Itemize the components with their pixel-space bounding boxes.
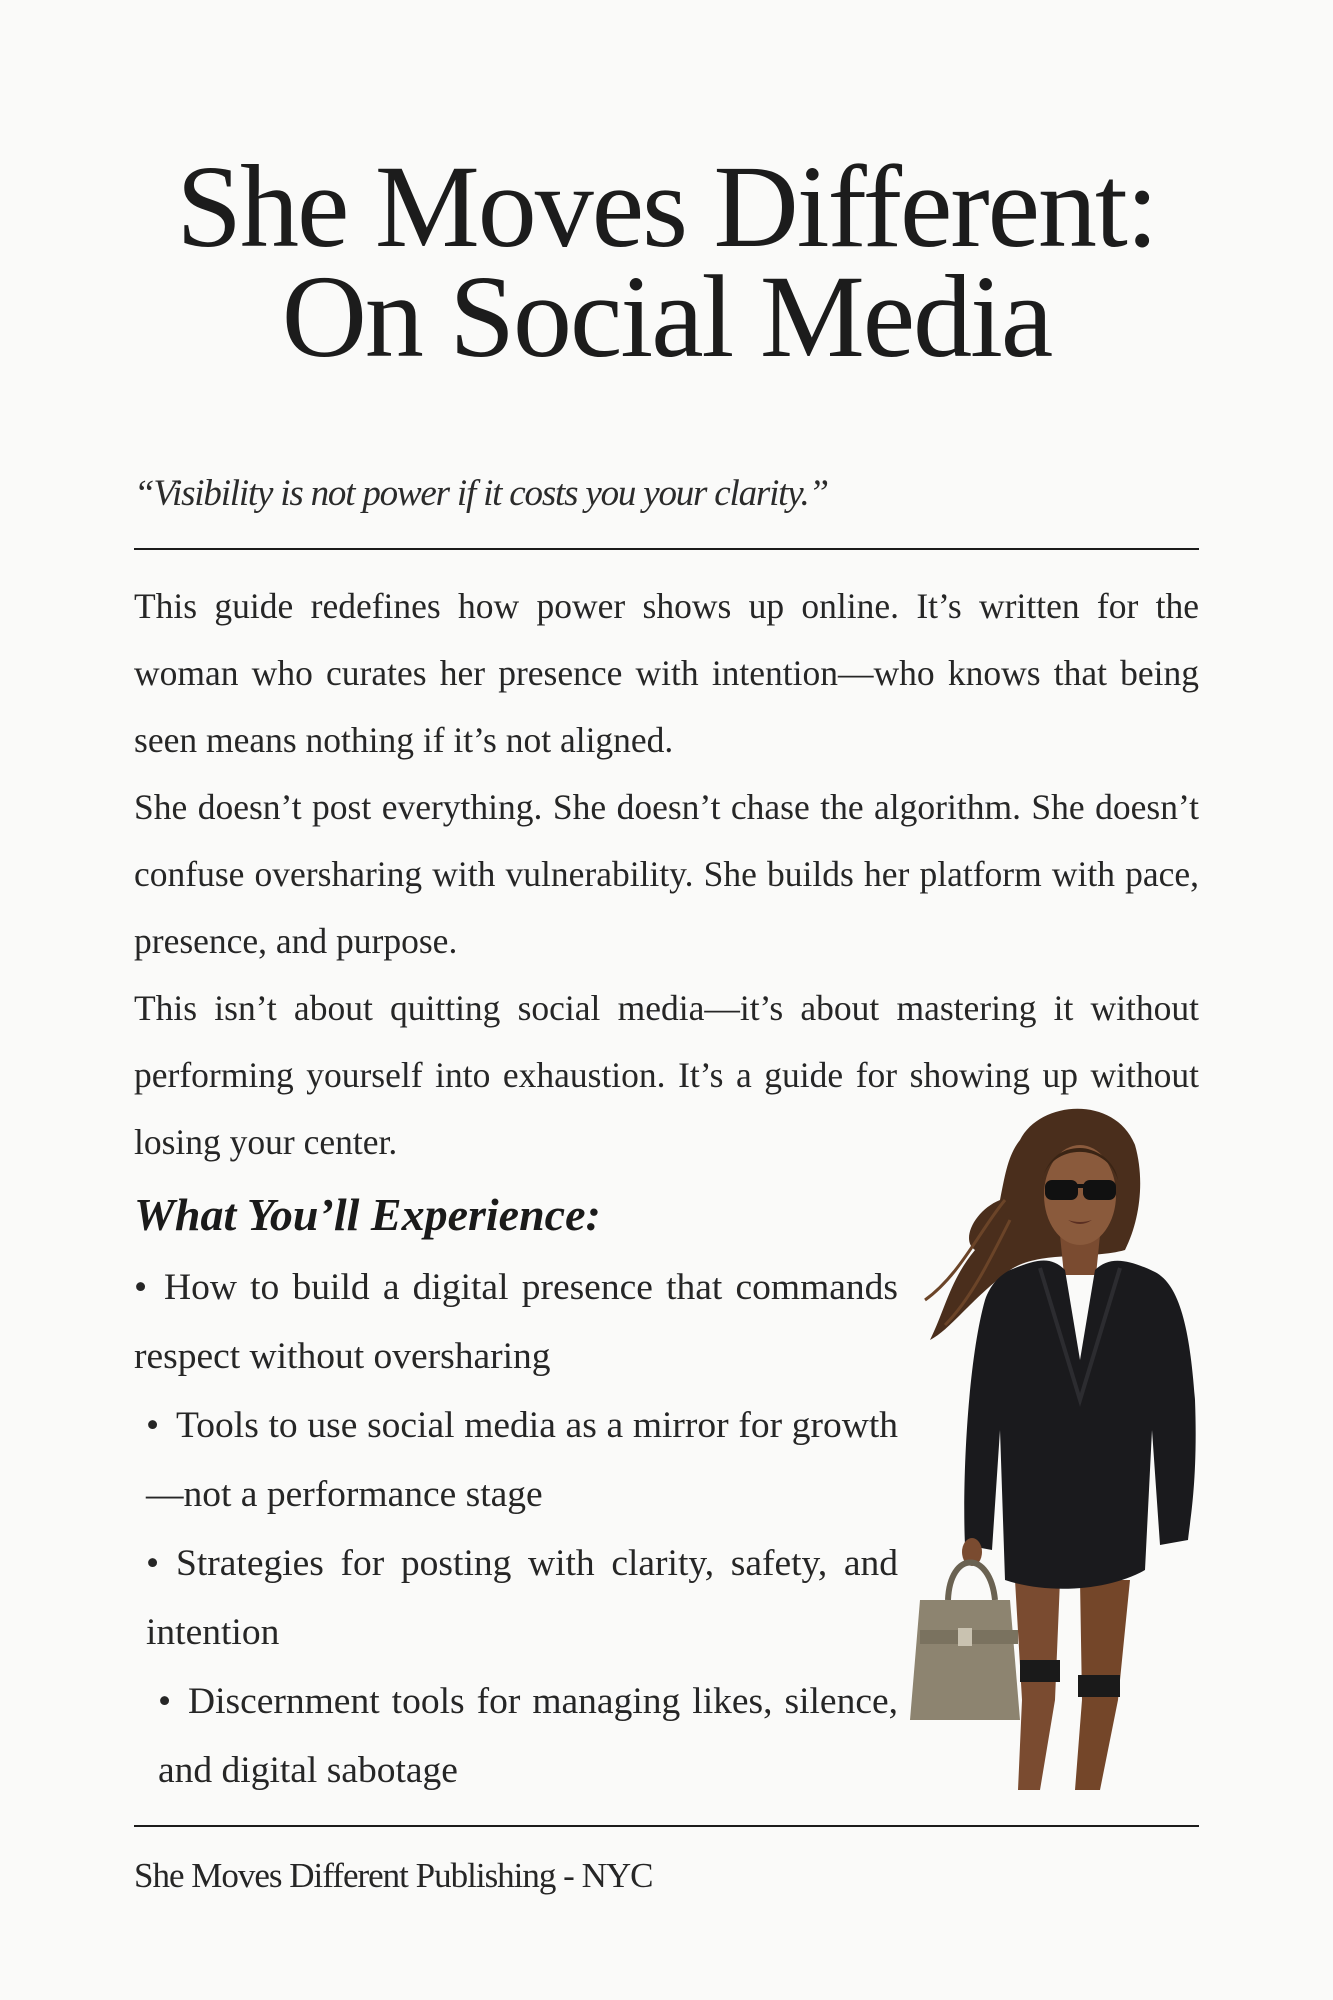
top-divider <box>134 548 1199 550</box>
intro-paragraph: This isn’t about quitting social media—it’s about mastering it without performing yourself into exhaustion. It’s a guide for showing up without losing your center. <box>134 988 1199 1162</box>
bullet-icon: • <box>134 1267 148 1308</box>
book-title <box>80 141 1253 382</box>
intro-paragraph: She doesn’t post everything. She doesn’t chase the algorithm. She doesn’t confuse oversharing with vulnerability. She builds her platform with pace, presence, and purpose. <box>134 787 1199 961</box>
bullet-icon: • <box>146 1405 160 1446</box>
list-item <box>134 1529 898 1667</box>
title-line-1: She Moves Different: <box>176 141 1157 272</box>
list-item <box>134 1391 898 1529</box>
list-item-text: Discernment tools for managing likes, silence, and digital sabotage <box>158 1681 898 1791</box>
woman-illustration <box>890 1100 1290 1800</box>
right-stocking-band <box>1078 1675 1120 1697</box>
bottom-divider <box>134 1825 1199 1827</box>
blazer <box>964 1261 1195 1589</box>
bullet-icon: • <box>158 1681 172 1722</box>
publisher-footer: She Moves Different Publishing - NYC <box>134 1856 653 1895</box>
sunglasses-right <box>1083 1180 1116 1200</box>
list-item-text: Tools to use social media as a mirror for growth—not a performance stage <box>146 1405 898 1515</box>
sunglasses-bridge <box>1076 1184 1085 1188</box>
list-item <box>134 1667 898 1805</box>
title-line-2: On Social Media <box>281 251 1052 382</box>
handbag-handle <box>948 1563 995 1601</box>
experience-list <box>134 1253 898 1805</box>
list-item-text: How to build a digital presence that commands respect without oversharing <box>134 1267 898 1377</box>
list-item-text: Strategies for posting with clarity, safety, and intention <box>146 1543 898 1653</box>
epigraph-quote: “Visibility is not power if it costs you your clarity.” <box>134 473 828 514</box>
handbag-clasp <box>958 1628 972 1646</box>
left-leg <box>1015 1580 1060 1790</box>
handbag <box>910 1600 1020 1720</box>
left-stocking-band <box>1020 1660 1060 1682</box>
intro-paragraph: This guide redefines how power shows up online. It’s written for the woman who curates her presence with intention—who knows that being seen means nothing if it’s not aligned. <box>134 586 1199 760</box>
bullet-icon: • <box>146 1543 160 1584</box>
intro-text <box>134 573 1199 1176</box>
experience-heading: What You’ll Experience: <box>134 1189 601 1240</box>
sunglasses-left <box>1045 1180 1078 1200</box>
list-item <box>134 1253 898 1391</box>
